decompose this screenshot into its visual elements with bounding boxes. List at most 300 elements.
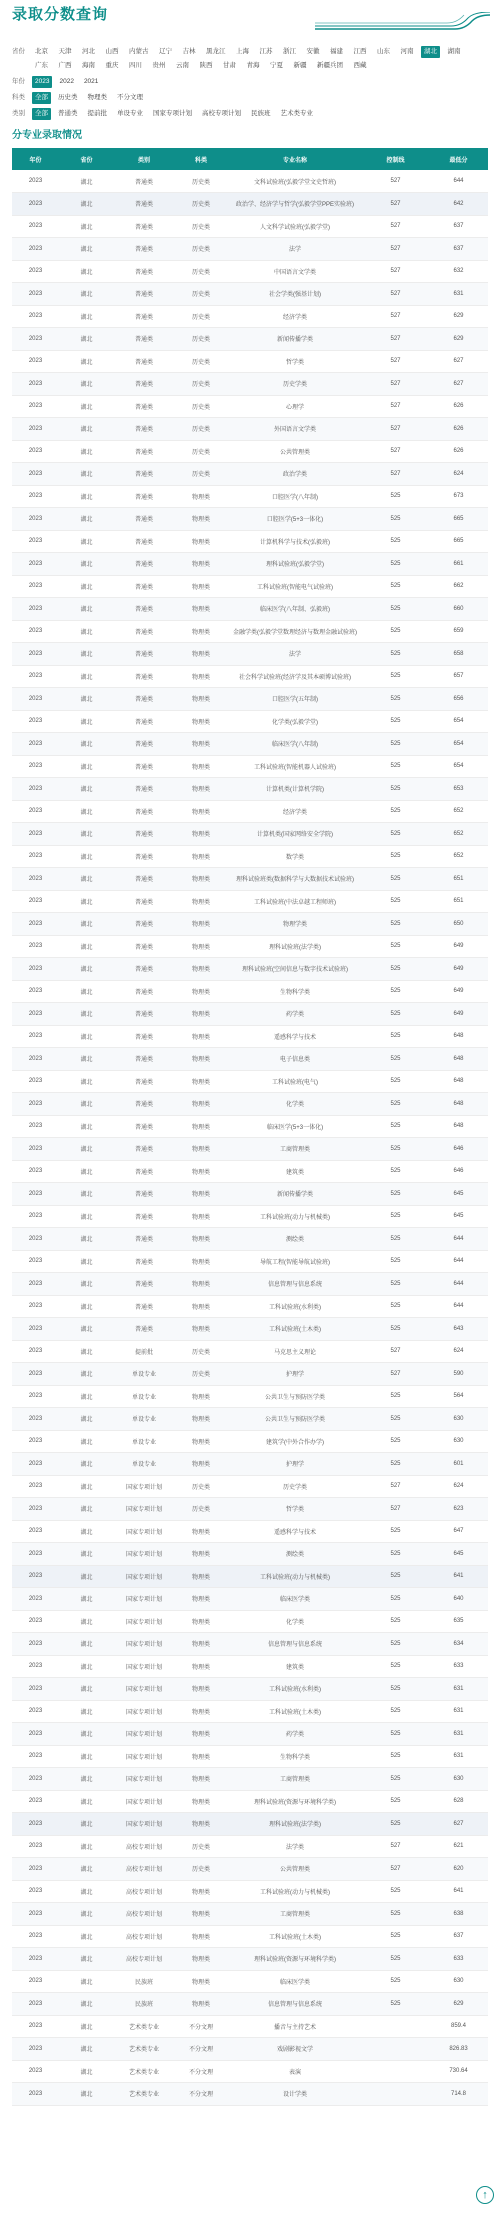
filter-options <box>32 46 488 74</box>
cell-subject: 不分文理 <box>174 2083 228 2106</box>
cell-year: 2023 <box>12 1565 59 1588</box>
filter-label: 科类 <box>12 94 25 101</box>
cell-control-line: 525 <box>362 508 429 531</box>
table-header-row <box>12 148 488 170</box>
cell-control-line: 527 <box>362 373 429 396</box>
cell-subject: 物理类 <box>174 890 228 913</box>
cell-province: 湖北 <box>59 508 114 531</box>
cell-category: 民族班 <box>114 1993 174 2016</box>
filter-option-category[interactable]: 国家专项计划 <box>153 110 192 117</box>
cell-year: 2023 <box>12 980 59 1003</box>
filter-option-category[interactable]: 普通类 <box>58 110 78 117</box>
cell-province: 湖北 <box>59 1768 114 1791</box>
cell-province: 湖北 <box>59 1565 114 1588</box>
cell-category: 普通类 <box>114 665 174 688</box>
cell-major: 文科试验班(弘毅学堂文史哲班) <box>228 170 362 193</box>
cell-province: 湖北 <box>59 1993 114 2016</box>
cell-province: 湖北 <box>59 373 114 396</box>
cell-category: 普通类 <box>114 1093 174 1116</box>
cell-min-score: 631 <box>429 1723 488 1746</box>
cell-major: 法学类 <box>228 1835 362 1858</box>
filter-option-region[interactable]: 湖北 <box>421 46 440 58</box>
cell-control-line: 525 <box>362 1025 429 1048</box>
filter-option-region[interactable]: 广西 <box>58 62 72 69</box>
cell-min-score: 627 <box>429 1813 488 1836</box>
cell-category: 普通类 <box>114 193 174 216</box>
filter-option-year[interactable]: 2022 <box>59 78 74 85</box>
cell-control-line: 525 <box>362 1003 429 1026</box>
cell-subject: 物理类 <box>174 665 228 688</box>
cell-subject: 物理类 <box>174 1003 228 1026</box>
cell-major: 药学类 <box>228 1723 362 1746</box>
table-row <box>12 305 488 328</box>
cell-control-line: 527 <box>362 1475 429 1498</box>
cell-subject: 物理类 <box>174 710 228 733</box>
table-row <box>12 1768 488 1791</box>
cell-control-line: 525 <box>362 1115 429 1138</box>
admission-table <box>12 148 488 2106</box>
cell-province: 湖北 <box>59 1655 114 1678</box>
filter-option-region[interactable]: 湖南 <box>447 48 461 55</box>
cell-subject: 物理类 <box>174 1903 228 1926</box>
filter-option-category[interactable]: 全部 <box>32 108 51 120</box>
cell-subject: 物理类 <box>174 598 228 621</box>
cell-year: 2023 <box>12 665 59 688</box>
cell-major: 化学类 <box>228 1610 362 1633</box>
cell-province: 湖北 <box>59 1633 114 1656</box>
cell-major: 信息管理与信息系统 <box>228 1273 362 1296</box>
filter-option-region[interactable]: 辽宁 <box>159 48 172 55</box>
cell-major: 信息管理与信息系统 <box>228 1633 362 1656</box>
cell-major: 工科试验班(中法卓越工程师班) <box>228 890 362 913</box>
cell-control-line: 525 <box>362 1880 429 1903</box>
cell-subject: 历史类 <box>174 1340 228 1363</box>
cell-control-line: 525 <box>362 1160 429 1183</box>
cell-year: 2023 <box>12 935 59 958</box>
filter-option-category[interactable]: 艺术类专业 <box>280 110 313 117</box>
cell-min-score: 633 <box>429 1948 488 1971</box>
filter-option-region[interactable]: 陕西 <box>199 62 213 69</box>
cell-year: 2023 <box>12 688 59 711</box>
cell-year: 2023 <box>12 755 59 778</box>
filter-option-region[interactable]: 江西 <box>353 48 367 55</box>
filter-option-region[interactable]: 青海 <box>246 62 260 69</box>
cell-year: 2023 <box>12 575 59 598</box>
cell-category: 普通类 <box>114 1250 174 1273</box>
cell-subject: 物理类 <box>174 755 228 778</box>
cell-min-score: 629 <box>429 305 488 328</box>
cell-subject: 物理类 <box>174 1678 228 1701</box>
cell-subject: 物理类 <box>174 575 228 598</box>
cell-province: 湖北 <box>59 418 114 441</box>
filter-options <box>32 76 488 90</box>
cell-min-score: 656 <box>429 688 488 711</box>
cell-category: 国家专项计划 <box>114 1790 174 1813</box>
cell-control-line: 525 <box>362 575 429 598</box>
cell-subject: 物理类 <box>174 1543 228 1566</box>
cell-min-score: 652 <box>429 845 488 868</box>
cell-category: 普通类 <box>114 958 174 981</box>
cell-category: 高校专项计划 <box>114 1948 174 1971</box>
cell-control-line: 527 <box>362 1835 429 1858</box>
filter-option-region[interactable]: 安徽 <box>306 48 320 55</box>
cell-province: 湖北 <box>59 1048 114 1071</box>
cell-year: 2023 <box>12 2083 59 2106</box>
cell-control-line: 525 <box>362 1453 429 1476</box>
table-row <box>12 1430 488 1453</box>
filter-option-category[interactable]: 高校专项计划 <box>202 110 241 117</box>
cell-province: 湖北 <box>59 980 114 1003</box>
cell-control-line: 527 <box>362 305 429 328</box>
cell-major: 法学 <box>228 643 362 666</box>
cell-category: 普通类 <box>114 1138 174 1161</box>
cell-province: 湖北 <box>59 1273 114 1296</box>
filter-option-region[interactable]: 四川 <box>129 62 142 69</box>
filter-option-region[interactable]: 宁夏 <box>270 62 283 69</box>
filter-option-region[interactable]: 海南 <box>82 62 95 69</box>
cell-subject: 物理类 <box>174 508 228 531</box>
cell-min-score: 648 <box>429 1115 488 1138</box>
cell-category: 普通类 <box>114 800 174 823</box>
cell-subject: 物理类 <box>174 1588 228 1611</box>
cell-control-line: 527 <box>362 193 429 216</box>
cell-major: 临床医学(5+3一体化) <box>228 1115 362 1138</box>
table-row <box>12 283 488 306</box>
cell-control-line: 525 <box>362 890 429 913</box>
cell-province: 湖北 <box>59 1948 114 1971</box>
cell-subject: 物理类 <box>174 1160 228 1183</box>
cell-category: 普通类 <box>114 688 174 711</box>
cell-year: 2023 <box>12 2038 59 2061</box>
table-row <box>12 1903 488 1926</box>
cell-province: 湖北 <box>59 395 114 418</box>
cell-category: 高校专项计划 <box>114 1858 174 1881</box>
table-row <box>12 935 488 958</box>
cell-min-score: 627 <box>429 350 488 373</box>
cell-major: 工科试验班(智能机器人试验班) <box>228 755 362 778</box>
cell-control-line: 527 <box>362 1363 429 1386</box>
table-row <box>12 193 488 216</box>
cell-year: 2023 <box>12 328 59 351</box>
section-title: 分专业录取情况 <box>12 130 82 141</box>
filter-option-region[interactable]: 西藏 <box>353 62 367 69</box>
table-row <box>12 1003 488 1026</box>
table-row <box>12 1498 488 1521</box>
cell-min-score: 635 <box>429 1610 488 1633</box>
cell-year: 2023 <box>12 395 59 418</box>
table-row <box>12 1925 488 1948</box>
cell-subject: 历史类 <box>174 305 228 328</box>
filter-option-category[interactable]: 民族班 <box>251 110 271 117</box>
cell-major: 临床医学类 <box>228 1588 362 1611</box>
filter-option-region[interactable]: 福建 <box>330 48 343 55</box>
filter-option-region[interactable]: 贵州 <box>152 62 166 69</box>
cell-subject: 历史类 <box>174 328 228 351</box>
cell-major: 播音与主持艺术 <box>228 2015 362 2038</box>
cell-category: 普通类 <box>114 755 174 778</box>
filter-option-subject[interactable]: 物理类 <box>87 94 107 101</box>
cell-subject: 物理类 <box>174 935 228 958</box>
cell-min-score: 644 <box>429 1273 488 1296</box>
filter-option-region[interactable]: 内蒙古 <box>129 48 149 55</box>
cell-year: 2023 <box>12 1093 59 1116</box>
cell-year: 2023 <box>12 620 59 643</box>
cell-min-score: 628 <box>429 1790 488 1813</box>
filter-option-region[interactable]: 河南 <box>400 48 414 55</box>
cell-category: 普通类 <box>114 328 174 351</box>
table-row <box>12 440 488 463</box>
cell-control-line: 525 <box>362 643 429 666</box>
cell-province: 湖北 <box>59 1205 114 1228</box>
cell-control-line: 525 <box>362 1295 429 1318</box>
cell-control-line: 525 <box>362 800 429 823</box>
filter-option-category[interactable]: 单设专业 <box>117 110 143 117</box>
cell-major: 工商管理类 <box>228 1138 362 1161</box>
filter-label: 年份 <box>12 78 25 85</box>
cell-control-line: 525 <box>362 1183 429 1206</box>
cell-category: 国家专项计划 <box>114 1588 174 1611</box>
cell-category: 艺术类专业 <box>114 2015 174 2038</box>
cell-category: 单设专业 <box>114 1430 174 1453</box>
cell-category: 高校专项计划 <box>114 1835 174 1858</box>
table-row <box>12 1408 488 1431</box>
cell-category: 国家专项计划 <box>114 1633 174 1656</box>
cell-province: 湖北 <box>59 305 114 328</box>
table-row <box>12 800 488 823</box>
cell-min-score: 644 <box>429 170 488 193</box>
cell-control-line: 525 <box>362 980 429 1003</box>
back-to-top-button[interactable] <box>476 2186 494 2204</box>
cell-min-score: 650 <box>429 913 488 936</box>
table-row <box>12 530 488 553</box>
cell-category: 普通类 <box>114 575 174 598</box>
table-row <box>12 1183 488 1206</box>
cell-province: 湖北 <box>59 1003 114 1026</box>
filter-option-region[interactable]: 吉林 <box>182 48 196 55</box>
cell-province: 湖北 <box>59 1093 114 1116</box>
cell-province: 湖北 <box>59 1835 114 1858</box>
cell-subject: 物理类 <box>174 1093 228 1116</box>
cell-province: 湖北 <box>59 2015 114 2038</box>
filter-option-region[interactable]: 江苏 <box>259 48 273 55</box>
cell-province: 湖北 <box>59 1790 114 1813</box>
cell-major: 外国语言文学类 <box>228 418 362 441</box>
cell-year: 2023 <box>12 1340 59 1363</box>
cell-category: 国家专项计划 <box>114 1678 174 1701</box>
cell-control-line: 525 <box>362 1948 429 1971</box>
cell-major: 工科试验班(动力与机械类) <box>228 1565 362 1588</box>
table-row <box>12 665 488 688</box>
cell-year: 2023 <box>12 260 59 283</box>
table-row <box>12 1655 488 1678</box>
cell-min-score: 673 <box>429 485 488 508</box>
cell-province: 湖北 <box>59 710 114 733</box>
table-row <box>12 170 488 193</box>
cell-min-score: 649 <box>429 980 488 1003</box>
cell-control-line: 525 <box>362 553 429 576</box>
cell-control-line: 525 <box>362 1048 429 1071</box>
table-row <box>12 1340 488 1363</box>
cell-major: 药学类 <box>228 1003 362 1026</box>
cell-major: 导航工程(智能导航试验班) <box>228 1250 362 1273</box>
cell-province: 湖北 <box>59 1228 114 1251</box>
filter-option-year[interactable]: 2023 <box>32 76 52 88</box>
cell-subject: 物理类 <box>174 1453 228 1476</box>
cell-subject: 物理类 <box>174 1790 228 1813</box>
cell-category: 普通类 <box>114 1273 174 1296</box>
cell-major: 工科试验班(水利类) <box>228 1678 362 1701</box>
cell-control-line: 525 <box>362 1633 429 1656</box>
cell-category: 普通类 <box>114 283 174 306</box>
cell-province: 湖北 <box>59 1543 114 1566</box>
cell-year: 2023 <box>12 643 59 666</box>
cell-control-line: 525 <box>362 688 429 711</box>
cell-major: 历史学类 <box>228 373 362 396</box>
cell-min-score: 649 <box>429 958 488 981</box>
cell-province: 湖北 <box>59 440 114 463</box>
cell-year: 2023 <box>12 1003 59 1026</box>
cell-major: 口腔医学(5+3一体化) <box>228 508 362 531</box>
cell-category: 国家专项计划 <box>114 1700 174 1723</box>
cell-min-score: 632 <box>429 260 488 283</box>
cell-subject: 物理类 <box>174 1430 228 1453</box>
cell-control-line: 527 <box>362 463 429 486</box>
cell-major: 公共卫生与预防医学类 <box>228 1385 362 1408</box>
cell-min-score: 660 <box>429 598 488 621</box>
cell-subject: 物理类 <box>174 1745 228 1768</box>
cell-subject: 物理类 <box>174 980 228 1003</box>
cell-province: 湖北 <box>59 1498 114 1521</box>
cell-major: 计算机类(国家网络安全学院) <box>228 823 362 846</box>
cell-category: 普通类 <box>114 170 174 193</box>
column-header: 年份 <box>12 148 59 170</box>
cell-control-line: 527 <box>362 260 429 283</box>
cell-major: 设计学类 <box>228 2083 362 2106</box>
admission-table-container <box>12 148 488 2106</box>
cell-category: 艺术类专业 <box>114 2038 174 2061</box>
cell-min-score: 648 <box>429 1025 488 1048</box>
filter-option-subject[interactable]: 不分文理 <box>117 94 143 101</box>
table-row <box>12 2083 488 2106</box>
cell-control-line: 525 <box>362 1588 429 1611</box>
cell-subject: 不分文理 <box>174 2038 228 2061</box>
cell-province: 湖北 <box>59 1903 114 1926</box>
filter-option-region[interactable]: 甘肃 <box>223 62 236 69</box>
cell-province: 湖北 <box>59 1678 114 1701</box>
filter-option-region[interactable]: 广东 <box>35 62 48 69</box>
cell-min-score: 662 <box>429 575 488 598</box>
filter-option-region[interactable]: 重庆 <box>105 62 119 69</box>
cell-min-score: 623 <box>429 1498 488 1521</box>
filter-option-category[interactable]: 提前批 <box>87 110 107 117</box>
cell-subject: 物理类 <box>174 1295 228 1318</box>
cell-subject: 物理类 <box>174 1318 228 1341</box>
cell-major: 数学类 <box>228 845 362 868</box>
filter-option-subject[interactable]: 全部 <box>32 92 51 104</box>
column-header: 专业名称 <box>228 148 362 170</box>
cell-year: 2023 <box>12 530 59 553</box>
cell-category: 国家专项计划 <box>114 1498 174 1521</box>
filter-options <box>32 108 488 122</box>
table-row <box>12 1138 488 1161</box>
cell-control-line: 525 <box>362 1925 429 1948</box>
cell-min-score: 590 <box>429 1363 488 1386</box>
cell-subject: 物理类 <box>174 868 228 891</box>
cell-min-score: 631 <box>429 1678 488 1701</box>
cell-category: 提前批 <box>114 1340 174 1363</box>
filter-option-region[interactable]: 山西 <box>105 48 119 55</box>
cell-control-line <box>362 2083 429 2106</box>
cell-control-line: 525 <box>362 1745 429 1768</box>
filter-option-region[interactable]: 河北 <box>82 48 95 55</box>
cell-subject: 历史类 <box>174 440 228 463</box>
table-row <box>12 1093 488 1116</box>
cell-subject: 历史类 <box>174 1498 228 1521</box>
cell-year: 2023 <box>12 215 59 238</box>
filter-option-region[interactable]: 新疆 <box>293 62 307 69</box>
cell-province: 湖北 <box>59 1700 114 1723</box>
cell-subject: 物理类 <box>174 1048 228 1071</box>
cell-province: 湖北 <box>59 1318 114 1341</box>
cell-subject: 不分文理 <box>174 2015 228 2038</box>
filter-option-region[interactable]: 新疆兵团 <box>317 62 343 69</box>
cell-subject: 物理类 <box>174 1070 228 1093</box>
table-row <box>12 2060 488 2083</box>
cell-category: 国家专项计划 <box>114 1655 174 1678</box>
cell-subject: 物理类 <box>174 688 228 711</box>
cell-year: 2023 <box>12 890 59 913</box>
cell-min-score: 564 <box>429 1385 488 1408</box>
cell-min-score: 645 <box>429 1543 488 1566</box>
filter-option-region[interactable]: 上海 <box>236 48 249 55</box>
table-row <box>12 823 488 846</box>
cell-min-score: 637 <box>429 238 488 261</box>
filter-option-region[interactable]: 山东 <box>377 48 390 55</box>
filter-option-region[interactable]: 黑龙江 <box>206 48 226 55</box>
cell-control-line: 525 <box>362 1318 429 1341</box>
filter-option-region[interactable]: 云南 <box>176 62 189 69</box>
filter-option-year[interactable]: 2021 <box>83 78 99 85</box>
column-header: 类别 <box>114 148 174 170</box>
cell-min-score: 620 <box>429 1858 488 1881</box>
filter-option-region[interactable]: 北京 <box>35 48 48 55</box>
cell-major: 人文科学试验班(弘毅学堂) <box>228 215 362 238</box>
filter-option-region[interactable]: 天津 <box>58 48 72 55</box>
filter-option-region[interactable]: 浙江 <box>283 48 296 55</box>
cell-year: 2023 <box>12 800 59 823</box>
cell-province: 湖北 <box>59 1138 114 1161</box>
cell-subject: 历史类 <box>174 373 228 396</box>
cell-min-score: 859.4 <box>429 2015 488 2038</box>
cell-control-line <box>362 2038 429 2061</box>
cell-category: 普通类 <box>114 733 174 756</box>
cell-year: 2023 <box>12 778 59 801</box>
cell-control-line <box>362 2060 429 2083</box>
filter-row-year <box>12 76 488 90</box>
cell-category: 普通类 <box>114 935 174 958</box>
cell-control-line: 525 <box>362 530 429 553</box>
cell-year: 2023 <box>12 1678 59 1701</box>
table-row <box>12 643 488 666</box>
table-row <box>12 1880 488 1903</box>
cell-year: 2023 <box>12 1723 59 1746</box>
cell-major: 遥感科学与技术 <box>228 1025 362 1048</box>
cell-subject: 物理类 <box>174 1610 228 1633</box>
filter-option-subject[interactable]: 历史类 <box>58 94 78 101</box>
cell-control-line: 527 <box>362 238 429 261</box>
cell-subject: 历史类 <box>174 260 228 283</box>
filter-label: 类别 <box>12 110 25 117</box>
